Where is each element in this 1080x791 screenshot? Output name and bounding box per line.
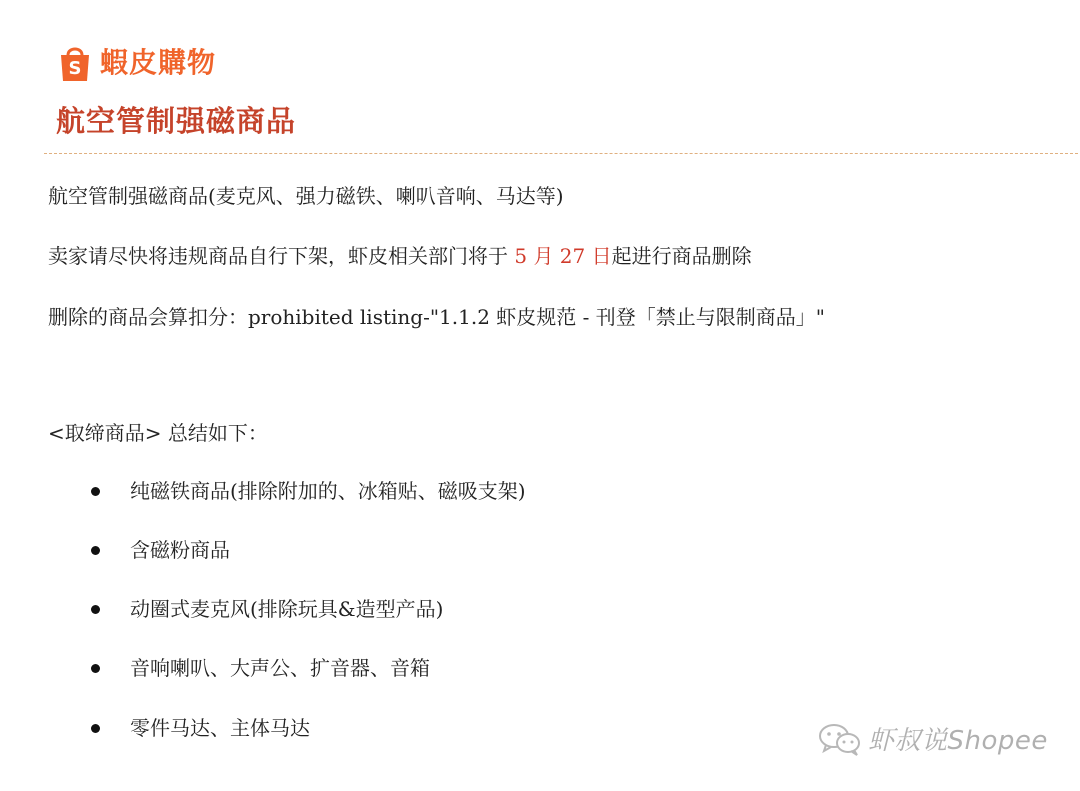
shopping-bag-icon bbox=[58, 43, 92, 83]
list-item-text: 零件马达、主体马达 bbox=[130, 716, 310, 740]
bullet-icon bbox=[91, 546, 100, 555]
removal-notice-paragraph bbox=[48, 244, 752, 268]
watermark bbox=[818, 720, 1048, 757]
list-item bbox=[88, 716, 310, 740]
intro-paragraph: 航空管制强磁商品(麦克风、强力磁铁、喇叭音响、马达等) bbox=[48, 184, 564, 208]
list-item bbox=[88, 597, 443, 621]
summary-intro: <取缔商品> 总结如下： bbox=[48, 421, 268, 445]
brand-name: 蝦皮購物 bbox=[100, 46, 217, 79]
bullet-icon bbox=[91, 724, 100, 733]
bullet-icon bbox=[91, 605, 100, 614]
removal-notice-text: 卖家请尽快将违规商品自行下架，虾皮相关部门将于 bbox=[48, 244, 515, 268]
removal-date: 5 月 27 日 bbox=[514, 244, 612, 268]
list-item bbox=[88, 479, 526, 503]
bullet-icon bbox=[91, 487, 100, 496]
penalty-paragraph: 删除的商品会算扣分：prohibited listing-"1.1.2 虾皮规范 - 刊登「禁止与限制商品」" bbox=[48, 305, 825, 329]
list-item-text: 动圈式麦克风(排除玩具&造型产品) bbox=[130, 597, 444, 621]
page-title: 航空管制强磁商品 bbox=[56, 104, 297, 138]
list-item-text: 含磁粉商品 bbox=[130, 538, 230, 562]
removal-notice-text-end: 起进行商品删除 bbox=[611, 244, 752, 268]
watermark-text: 虾叔说Shopee bbox=[868, 726, 1048, 756]
shopee-logo bbox=[58, 40, 216, 86]
list-item-text: 纯磁铁商品(排除附加的、冰箱贴、磁吸支架) bbox=[130, 479, 526, 503]
list-item bbox=[88, 656, 430, 680]
bullet-icon bbox=[91, 664, 100, 673]
logo-letter: S bbox=[68, 58, 82, 79]
list-item bbox=[88, 538, 230, 562]
list-item-text: 音响喇叭、大声公、扩音器、音箱 bbox=[130, 656, 430, 680]
wechat-icon bbox=[818, 722, 862, 756]
title-divider bbox=[44, 153, 1078, 154]
